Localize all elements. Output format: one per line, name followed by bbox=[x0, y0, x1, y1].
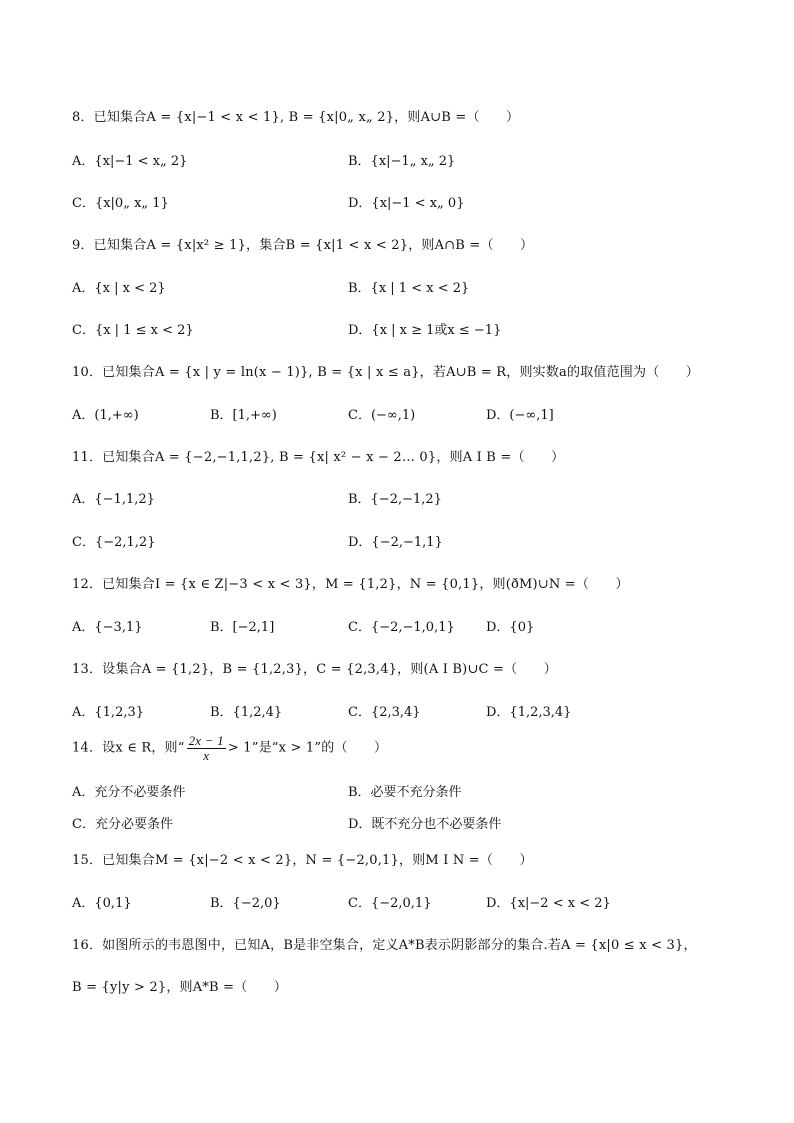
question-10-option-b[interactable]: B．[1,+∞) bbox=[210, 408, 277, 423]
question-12-option-d[interactable]: D．{0} bbox=[486, 620, 535, 635]
question-13-option-b[interactable]: B．{1,2,4} bbox=[210, 705, 283, 720]
question-12-stem: 12．已知集合I = {x ∈ Z|−3 < x < 3}，M = {1,2}，N = {0,1}，则(ðM)∪N =（ ） bbox=[72, 577, 629, 592]
question-16-stem-line1: 16．如图所示的韦恩图中，已知A，B是非空集合，定义A*B表示阴影部分的集合.若A = {x|0 ≤ x < 3}， bbox=[72, 938, 697, 953]
question-9-option-a[interactable]: A．{x | x < 2} bbox=[72, 281, 166, 296]
question-14-stem-prefix: 14．设x ∈ R，则“ bbox=[72, 740, 185, 756]
question-8-option-a[interactable]: A．{x|−1 < x„ 2} bbox=[72, 154, 188, 169]
question-10-option-c[interactable]: C．(−∞,1) bbox=[348, 408, 416, 423]
question-13-option-a[interactable]: A．{1,2,3} bbox=[72, 705, 145, 720]
question-15-option-c[interactable]: C．{−2,0,1} bbox=[348, 896, 432, 911]
question-8-option-b[interactable]: B．{x|−1„ x„ 2} bbox=[348, 154, 456, 169]
question-13-option-d[interactable]: D．{1,2,3,4} bbox=[486, 705, 572, 720]
question-15-stem: 15．已知集合M = {x|−2 < x < 2}，N = {−2,0,1}，则M I N =（ ） bbox=[72, 853, 533, 868]
question-16-stem-line2: B = {y|y > 2}，则A*B =（ ） bbox=[72, 980, 288, 995]
question-14-fraction bbox=[187, 734, 226, 762]
question-15-option-a[interactable]: A．{0,1} bbox=[72, 896, 132, 911]
question-11-stem: 11．已知集合A = {−2,−1,1,2}, B = {x| x² − x − 2… 0}，则A I B =（ ） bbox=[72, 450, 565, 465]
question-8-stem: 8．已知集合A = {x|−1 < x < 1}, B = {x|0„ x„ 2}，则A∪B =（ ） bbox=[72, 110, 520, 125]
question-11-option-b[interactable]: B．{−2,−1,2} bbox=[348, 492, 442, 507]
question-8-option-c[interactable]: C．{x|0„ x„ 1} bbox=[72, 196, 169, 211]
question-12-option-a[interactable]: A．{−3,1} bbox=[72, 620, 143, 635]
question-15-option-d[interactable]: D．{x|−2 < x < 2} bbox=[486, 896, 611, 911]
question-12-option-c[interactable]: C．{−2,−1,0,1} bbox=[348, 620, 455, 635]
question-9-option-d[interactable]: D．{x | x ≥ 1或x ≤ −1} bbox=[348, 323, 502, 338]
question-8-option-d[interactable]: D．{x|−1 < x„ 0} bbox=[348, 196, 465, 211]
question-13-option-c[interactable]: C．{2,3,4} bbox=[348, 705, 421, 720]
question-14-option-b[interactable]: B．必要不充分条件 bbox=[348, 785, 462, 800]
question-9-option-c[interactable]: C．{x | 1 ≤ x < 2} bbox=[72, 323, 194, 338]
question-12-option-b[interactable]: B．[−2,1] bbox=[210, 620, 275, 635]
question-11-option-d[interactable]: D．{−2,−1,1} bbox=[348, 535, 443, 550]
question-9-stem: 9．已知集合A = {x|x² ≥ 1}，集合B = {x|1 < x < 2}，则A∩B =（ ） bbox=[72, 238, 534, 253]
question-14-stem bbox=[72, 734, 387, 762]
question-10-stem: 10．已知集合A = {x | y = ln(x − 1)}, B = {x | x ≤ a}，若A∪B = R，则实数a的取值范围为（ ） bbox=[72, 365, 700, 380]
question-10-option-d[interactable]: D．(−∞,1] bbox=[486, 408, 554, 423]
question-14-option-c[interactable]: C．充分必要条件 bbox=[72, 817, 173, 832]
question-14-fraction-denominator: x bbox=[203, 747, 210, 763]
question-10-option-a[interactable]: A．(1,+∞) bbox=[72, 408, 139, 423]
question-14-fraction-numerator: 2x − 1 bbox=[188, 733, 224, 748]
question-14-option-a[interactable]: A．充分不必要条件 bbox=[72, 785, 186, 800]
question-14-stem-suffix: > 1”是“x > 1”的（ ） bbox=[227, 740, 388, 756]
question-15-option-b[interactable]: B．{−2,0} bbox=[210, 896, 281, 911]
question-9-option-b[interactable]: B．{x | 1 < x < 2} bbox=[348, 281, 470, 296]
question-13-stem: 13．设集合A = {1,2}，B = {1,2,3}，C = {2,3,4}，则(A I B)∪C =（ ） bbox=[72, 662, 557, 677]
question-11-option-a[interactable]: A．{−1,1,2} bbox=[72, 492, 155, 507]
question-11-option-c[interactable]: C．{−2,1,2} bbox=[72, 535, 156, 550]
question-14-option-d[interactable]: D．既不充分也不必要条件 bbox=[348, 817, 502, 832]
